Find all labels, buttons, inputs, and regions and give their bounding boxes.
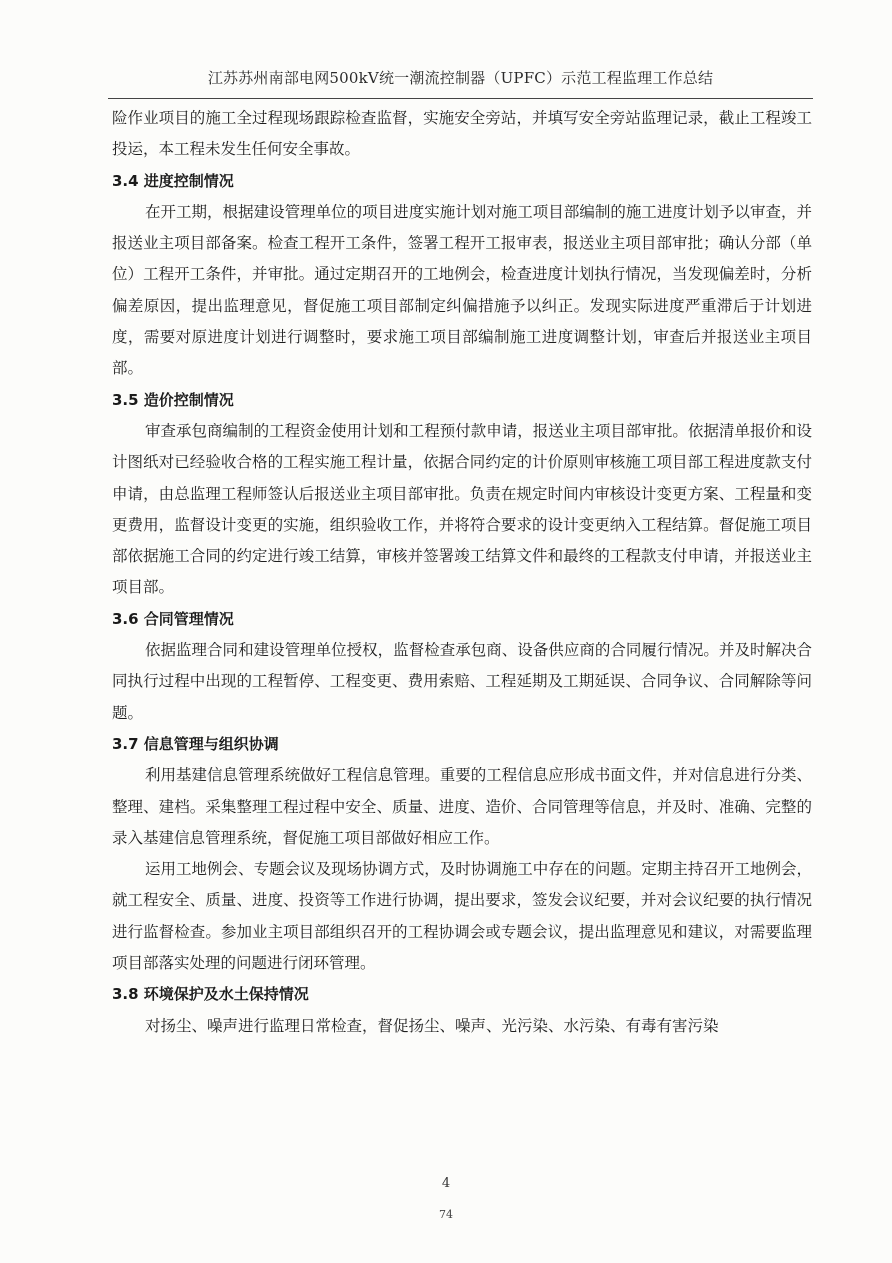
continuation-paragraph: 险作业项目的施工全过程现场跟踪检查监督，实施安全旁站，并填写安全旁站监理记录，截止工程竣工投运，本工程未发生任何安全事故。 (112, 109, 812, 159)
paragraph-3-7-1: 利用基建信息管理系统做好工程信息管理。重要的工程信息应形成书面文件，并对信息进行分类、整理、建档。采集整理工程过程中安全、质量、进度、造价、合同管理等信息，并及时、准确、完整的录入基建信息管理系统，督促施工项目部做好相应工作。 (112, 766, 812, 847)
paragraph-3-7-2: 运用工地例会、专题会议及现场协调方式，及时协调施工中存在的问题。定期主持召开工地例会，就工程安全、质量、进度、投资等工作进行协调，提出要求，签发会议纪要，并对会议纪要的执行情况进行监督检查。参加业主项目部组织召开的工程协调会或专题会议，提出监理意见和建议，对需要监理项目部落实处理的问题进行闭环管理。 (112, 860, 812, 973)
section-heading-3-7: 3.7 信息管理与组织协调 (112, 734, 279, 753)
section-heading-3-4: 3.4 进度控制情况 (112, 171, 234, 190)
paragraph-3-6-1: 依据监理合同和建设管理单位授权，监督检查承包商、设备供应商的合同履行情况。并及时解决合同执行过程中出现的工程暂停、工程变更、费用索赔、工程延期及工期延误、合同争议、合同解除等问题。 (112, 641, 812, 722)
paragraph-3-4-1: 在开工期，根据建设管理单位的项目进度实施计划对施工项目部编制的施工进度计划予以审查，并报送业主项目部备案。检查工程开工条件，签署工程开工报审表，报送业主项目部审批；确认分部（单位）工程开工条件，并审批。通过定期召开的工地例会，检查进度计划执行情况，当发现偏差时，分析偏差原因，提出监理意见，督促施工项目部制定纠偏措施予以纠正。发现实际进度严重滞后于计划进度，需要对原进度计划进行调整时，要求施工项目部编制施工进度调整计划，审查后并报送业主项目部。 (112, 202, 812, 378)
page-number: 4 (441, 1176, 451, 1191)
running-header: 江苏苏州南部电网500kV统一潮流控制器（UPFC）示范工程监理工作总结 (207, 69, 714, 87)
section-heading-3-5: 3.5 造价控制情况 (112, 390, 234, 409)
section-heading-3-6: 3.6 合同管理情况 (112, 609, 234, 628)
archive-page-number: 74 (439, 1208, 453, 1221)
header-rule (108, 98, 813, 99)
page-content (112, 103, 812, 1042)
section-heading-3-8: 3.8 环境保护及水土保持情况 (112, 985, 309, 1004)
paragraph-3-8-1: 对扬尘、噪声进行监理日常检查，督促扬尘、噪声、光污染、水污染、有毒有害污染 (145, 1016, 719, 1035)
paragraph-3-5-1: 审查承包商编制的工程资金使用计划和工程预付款申请，报送业主项目部审批。依据清单报价和设计图纸对已经验收合格的工程实施工程计量，依据合同约定的计价原则审核施工项目部工程进度款支付申请，由总监理工程师签认后报送业主项目部审批。负责在规定时间内审核设计变更方案、工程量和变更费用，监督设计变更的实施，组织验收工作，并将符合要求的设计变更纳入工程结算。督促施工项目部依据施工合同的约定进行竣工结算，审核并签署竣工结算文件和最终的工程款支付申请，并报送业主项目部。 (112, 421, 812, 597)
